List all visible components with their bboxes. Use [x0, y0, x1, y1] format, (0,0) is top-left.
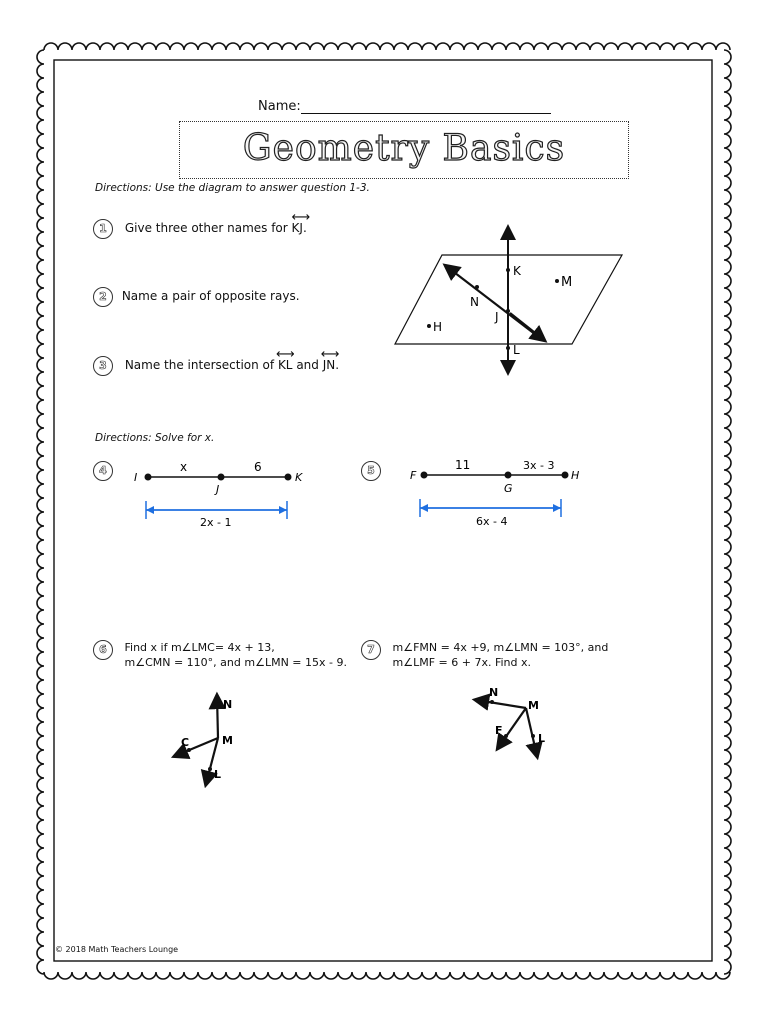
- point-h: [562, 472, 569, 479]
- label-h: H: [433, 320, 443, 334]
- label-c: C: [181, 736, 190, 749]
- point-i: [145, 474, 152, 481]
- ray-mn: [476, 700, 526, 708]
- question-number-2: 2: [93, 287, 113, 307]
- copyright-footer: © 2018 Math Teachers Lounge: [55, 945, 179, 954]
- label-f: F: [495, 724, 503, 737]
- point-j: [506, 309, 510, 313]
- point-k: [285, 474, 292, 481]
- page-title: Geometry Basics: [242, 128, 566, 169]
- label-n: N: [223, 698, 233, 711]
- segment-ij-label: x: [180, 460, 188, 474]
- line-arrow-icon: ⟷: [275, 347, 295, 362]
- line-arrow-icon: ⟷: [291, 210, 311, 225]
- label-l: L: [513, 343, 520, 357]
- problem-6-number: 6: [93, 640, 113, 660]
- title-box: [179, 121, 629, 179]
- question-2-text: Name a pair of opposite rays.: [121, 289, 300, 303]
- point-j: [218, 474, 225, 481]
- label-f: F: [410, 469, 417, 482]
- plane-diagram: [390, 220, 630, 380]
- label-n: N: [470, 295, 479, 309]
- point-k: [506, 268, 510, 272]
- label-n: N: [489, 686, 499, 699]
- question-2: [93, 287, 300, 307]
- label-k: K: [295, 471, 303, 484]
- total-label: 2x - 1: [200, 516, 232, 529]
- ray-ml: [526, 708, 537, 756]
- label-j: J: [216, 483, 220, 496]
- question-1-prefix: Give three other names for: [124, 221, 292, 235]
- point-f: [421, 472, 428, 479]
- problem-7: [361, 640, 608, 670]
- point-h: [427, 324, 431, 328]
- question-number-3: 3: [93, 356, 113, 376]
- point-n: [475, 285, 479, 289]
- segment-gh-label: 3x - 3: [523, 459, 555, 472]
- point-m: [555, 279, 559, 283]
- label-l: L: [214, 768, 222, 781]
- label-m: M: [528, 699, 539, 712]
- line-jn: [446, 266, 540, 338]
- directions-2: Directions: Solve for x.: [95, 432, 215, 444]
- segment-fg-label: 11: [455, 458, 471, 472]
- problem-7-diagram: [470, 680, 560, 765]
- problem-6-line-1: Find x if m∠LMC= 4x + 13,: [124, 641, 275, 654]
- segment-jk-label: 6: [254, 460, 262, 474]
- name-field[interactable]: [258, 99, 551, 114]
- line-arrow-icon: ⟷: [320, 347, 340, 362]
- label-m: M: [222, 734, 233, 747]
- problem-7-line-1: m∠FMN = 4x +9, m∠LMN = 103°, and: [392, 641, 609, 654]
- label-j: J: [495, 310, 499, 324]
- directions-1: Directions: Use the diagram to answer question 1-3.: [95, 182, 370, 194]
- problem-5-number: 5: [361, 461, 381, 481]
- question-1: 1 Give three other names for ⟷ KJ.: [93, 219, 307, 239]
- point-l: [506, 346, 510, 350]
- line-jn: ⟷ JN: [320, 347, 340, 372]
- label-l: L: [538, 732, 546, 745]
- problem-6: [93, 640, 347, 670]
- name-label: Name:: [258, 99, 301, 114]
- total-label: 6x - 4: [476, 515, 508, 528]
- problem-6-diagram: [165, 690, 255, 790]
- label-h: H: [571, 469, 580, 482]
- problem-7-line-2: m∠LMF = 6 + 7x. Find x.: [392, 656, 531, 669]
- label-k: K: [513, 264, 521, 278]
- name-underline: [301, 101, 551, 114]
- problem-6-line-2: m∠CMN = 110°, and m∠LMN = 15x - 9.: [124, 656, 347, 669]
- label-g: G: [504, 482, 513, 495]
- line-kj: ⟷ KJ: [291, 210, 311, 235]
- problem-4-diagram: [130, 455, 310, 530]
- question-3: 3 Name the intersection of ⟷ KL and ⟷ JN.: [93, 356, 339, 376]
- problem-7-number: 7: [361, 640, 381, 660]
- label-i: I: [134, 471, 138, 484]
- label-m: M: [561, 275, 573, 290]
- problem-5-diagram: [405, 455, 585, 530]
- question-3-prefix: Name the intersection of: [124, 358, 278, 372]
- line-kl: ⟷ KL: [275, 347, 295, 372]
- question-number-1: 1: [93, 219, 113, 239]
- point-g: [505, 472, 512, 479]
- problem-4-number: 4: [93, 461, 113, 481]
